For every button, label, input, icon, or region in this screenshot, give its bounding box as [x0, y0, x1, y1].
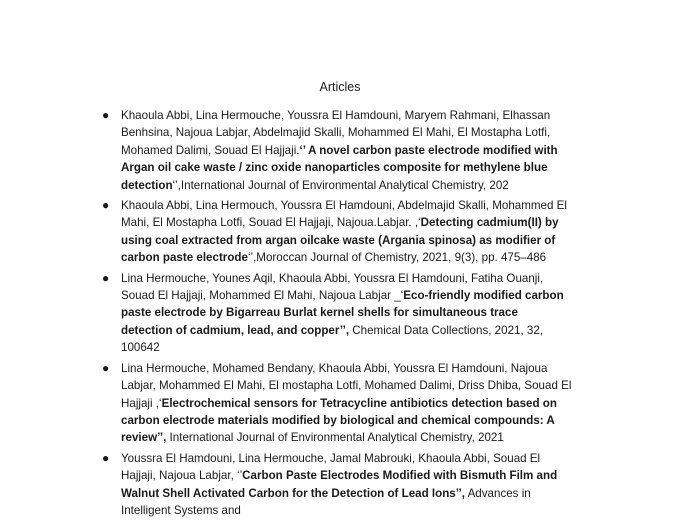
reference-item — [102, 107, 572, 194]
reference-item — [102, 360, 572, 447]
bullet-icon: ● — [102, 270, 110, 285]
reference-source: International Journal of Environmental Analytical Chemistry, 2021 — [166, 431, 504, 445]
reference-authors: Khaoula Abbi, Lina Hermouche, Youssra El Hamdouni, Maryem Rahmani, Elhassan Benhsina, Najoua Labjar, Abdelmajid Skalli, Mohammed El Mahi, El Mostapha Lotfi, Mohamed Dalimi, Souad El Hajjaji. — [121, 109, 551, 157]
reference-item — [102, 270, 572, 357]
reference-list — [102, 107, 572, 522]
bullet-icon: ● — [102, 360, 110, 375]
reference-source: Advances in Intelligent Systems and — [121, 486, 531, 517]
reference-authors: Youssra El Hamdouni, Lina Hermouche, Jamal Mabrouki, Khaoula Abbi, Souad El Hajjaji, Najoua Labjar, ‘’ — [121, 451, 541, 483]
reference-title: Electrochemical sensors for Tetracycline antibiotics detection based on carbon electrode materials modified by biological and chemical compounds: A review’’, — [121, 396, 557, 445]
reference-title: Eco-friendly modified carbon paste electrode by Bigarreau Burlat kernel shells for simultaneous trace detection of cadmium, lead, and copper’’, — [121, 289, 564, 337]
reference-item — [102, 197, 572, 267]
bullet-icon: ● — [102, 450, 110, 465]
reference-title: ‘’ A novel carbon paste electrode modified with Argan oil cake waste / zinc oxide nanoparticles composite for methylene blue detection — [121, 143, 558, 192]
reference-title: Detecting cadmium(II) by using coal extracted from argan oilcake waste (Argania spinosa) as modifier of carbon paste electrode — [121, 216, 559, 265]
reference-source: Chemical Data Collections, 2021, 32, 100642 — [121, 323, 544, 355]
reference-authors: Khaoula Abbi, Lina Hermouch, Youssra El Hamdouni, Abdelmajid Skalli, Mohammed El Mahi, El Mostapha Lotfi, Souad El Hajjaji, Najoua.Labjar. ,‘ — [121, 199, 567, 230]
page-heading: Articles — [319, 80, 361, 94]
bullet-icon: ● — [102, 198, 110, 213]
bullet-icon: ● — [102, 108, 110, 122]
reference-source: ‘’,International Journal of Environmental Analytical Chemistry, 202 — [172, 178, 509, 192]
reference-authors: Lina Hermouche, Mohamed Bendany, Khaoula Abbi, Youssra El Hamdouni, Najoua Labjar, Mohammed El Mahi, El mostapha Lotfi, Mohamed Dalimi, Driss Dhiba, Souad El Hajjaji ,‘ — [121, 361, 572, 410]
reference-authors: Lina Hermouche, Younes Aqil, Khaoula Abbi, Youssra El Hamdouni, Fatiha Ouanji, Souad El Hajjaji, Mohammed El Mahi, Najoua Labjar _‘ — [121, 271, 544, 303]
reference-item — [102, 450, 572, 520]
reference-source: ‘’,Moroccan Journal of Chemistry, 2021, 9(3), pp. 475–486 — [247, 251, 547, 265]
reference-title: Carbon Paste Electrodes Modified with Bismuth Film and Walnut Shell Activated Carbon for the Detection of Lead Ions’’, — [121, 469, 558, 500]
